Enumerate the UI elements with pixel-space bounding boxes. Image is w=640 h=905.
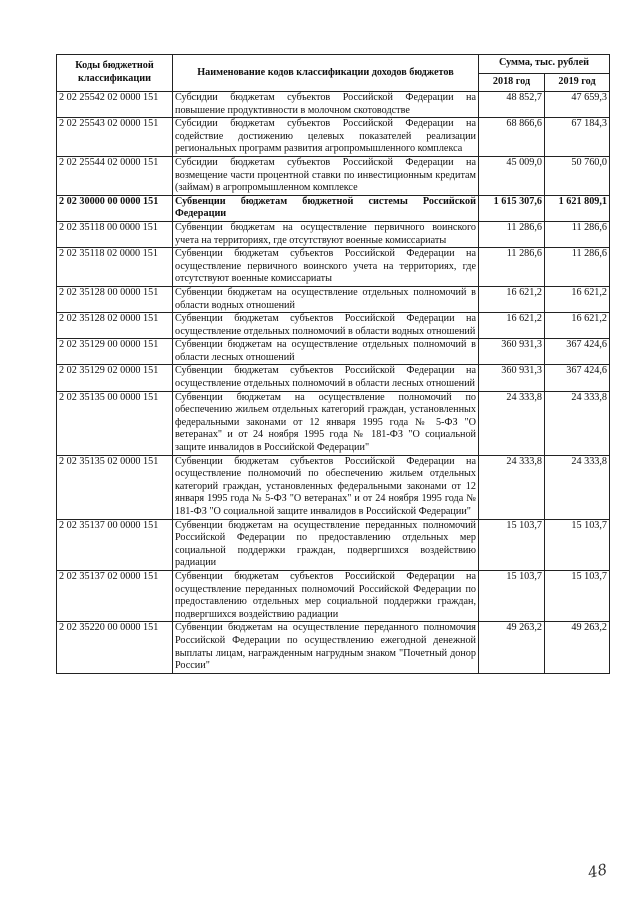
value-2019-cell: 24 333,8 — [545, 391, 610, 455]
table-body — [57, 92, 610, 674]
value-2019-cell: 24 333,8 — [545, 455, 610, 519]
value-2018-cell: 16 621,2 — [479, 286, 545, 312]
name-cell: Субсидии бюджетам субъектов Российской Федерации на содействие достижению целевых показателей реализации региональных программ развития агропромышленного комплекса — [173, 118, 479, 157]
table-row — [57, 221, 610, 247]
table-row — [57, 118, 610, 157]
header-codes: Коды бюджетной классификации — [57, 55, 173, 92]
name-cell: Субвенции бюджетам на осуществление отдельных полномочий в области лесных отношений — [173, 339, 479, 365]
value-2018-cell: 1 615 307,6 — [479, 195, 545, 221]
name-cell: Субвенции бюджетам субъектов Российской Федерации на осуществление переданных полномочий Российской Федерации по предоставлению отдельных мер социальной поддержки граждан, подвергшихся воздействию радиации — [173, 570, 479, 621]
value-2018-cell: 24 333,8 — [479, 391, 545, 455]
value-2018-cell: 11 286,6 — [479, 221, 545, 247]
name-cell: Субвенции бюджетам субъектов Российской Федерации на осуществление отдельных полномочий в области лесных отношений — [173, 365, 479, 391]
value-2019-cell: 367 424,6 — [545, 339, 610, 365]
value-2018-cell: 24 333,8 — [479, 455, 545, 519]
budget-revenue-table — [56, 54, 610, 674]
table-row — [57, 92, 610, 118]
table-row — [57, 365, 610, 391]
code-cell: 2 02 35135 00 0000 151 — [57, 391, 173, 455]
value-2019-cell: 367 424,6 — [545, 365, 610, 391]
name-cell: Субсидии бюджетам субъектов Российской Федерации на повышение продуктивности в молочном скотоводстве — [173, 92, 479, 118]
value-2019-cell: 47 659,3 — [545, 92, 610, 118]
header-sum: Сумма, тыс. рублей — [479, 55, 610, 74]
header-name: Наименование кодов классификации доходов бюджетов — [173, 55, 479, 92]
table-row — [57, 286, 610, 312]
code-cell: 2 02 35118 00 0000 151 — [57, 221, 173, 247]
table-row — [57, 391, 610, 455]
page-number: 48 — [586, 860, 609, 882]
name-cell: Субвенции бюджетам субъектов Российской Федерации на осуществление отдельных полномочий в области водных отношений — [173, 313, 479, 339]
table-row — [57, 156, 610, 195]
name-cell: Субвенции бюджетам на осуществление переданных полномочий Российской Федерации по предоставлению отдельных мер социальной поддержки граждан, подвергшихся воздействию радиации — [173, 519, 479, 570]
code-cell: 2 02 25542 02 0000 151 — [57, 92, 173, 118]
value-2019-cell: 1 621 809,1 — [545, 195, 610, 221]
value-2019-cell: 49 263,2 — [545, 622, 610, 673]
value-2019-cell: 11 286,6 — [545, 248, 610, 287]
code-cell: 2 02 35118 02 0000 151 — [57, 248, 173, 287]
table-row — [57, 313, 610, 339]
code-cell: 2 02 35220 00 0000 151 — [57, 622, 173, 673]
value-2019-cell: 11 286,6 — [545, 221, 610, 247]
value-2018-cell: 49 263,2 — [479, 622, 545, 673]
code-cell: 2 02 35137 02 0000 151 — [57, 570, 173, 621]
value-2019-cell: 67 184,3 — [545, 118, 610, 157]
value-2018-cell: 15 103,7 — [479, 570, 545, 621]
code-cell: 2 02 35128 00 0000 151 — [57, 286, 173, 312]
value-2018-cell: 68 866,6 — [479, 118, 545, 157]
name-cell: Субвенции бюджетам бюджетной системы Российской Федерации — [173, 195, 479, 221]
name-cell: Субвенции бюджетам субъектов Российской Федерации на осуществление полномочий по обеспечению жильем отдельных категорий граждан, установленных федеральными законами от 12 января 1995 года № 5-ФЗ "О ветеранах" и от 24 ноября 1995 года № 181-ФЗ "О социальной защите инвалидов в Российской Федерации" — [173, 455, 479, 519]
table-row — [57, 248, 610, 287]
value-2019-cell: 16 621,2 — [545, 286, 610, 312]
value-2019-cell: 15 103,7 — [545, 570, 610, 621]
code-cell: 2 02 35135 02 0000 151 — [57, 455, 173, 519]
table-row — [57, 570, 610, 621]
name-cell: Субсидии бюджетам субъектов Российской Федерации на возмещение части процентной ставки по инвестиционным кредитам (займам) в агропромышленном комплексе — [173, 156, 479, 195]
value-2018-cell: 16 621,2 — [479, 313, 545, 339]
value-2019-cell: 16 621,2 — [545, 313, 610, 339]
table-row — [57, 195, 610, 221]
name-cell: Субвенции бюджетам на осуществление первичного воинского учета на территориях, где отсутствуют военные комиссариаты — [173, 221, 479, 247]
value-2019-cell: 15 103,7 — [545, 519, 610, 570]
name-cell: Субвенции бюджетам на осуществление переданного полномочия Российской Федерации по осуществлению ежегодной денежной выплаты лицам, награжденным нагрудным знаком "Почетный донор России" — [173, 622, 479, 673]
header-year-2019: 2019 год — [545, 73, 610, 92]
table-row — [57, 455, 610, 519]
table-row — [57, 339, 610, 365]
value-2018-cell: 45 009,0 — [479, 156, 545, 195]
value-2018-cell: 15 103,7 — [479, 519, 545, 570]
code-cell: 2 02 25543 02 0000 151 — [57, 118, 173, 157]
code-cell: 2 02 35137 00 0000 151 — [57, 519, 173, 570]
value-2018-cell: 48 852,7 — [479, 92, 545, 118]
code-cell: 2 02 35129 02 0000 151 — [57, 365, 173, 391]
value-2018-cell: 360 931,3 — [479, 365, 545, 391]
name-cell: Субвенции бюджетам субъектов Российской Федерации на осуществление первичного воинского учета на территориях, где отсутствуют военные комиссариаты — [173, 248, 479, 287]
value-2018-cell: 360 931,3 — [479, 339, 545, 365]
name-cell: Субвенции бюджетам на осуществление отдельных полномочий в области водных отношений — [173, 286, 479, 312]
code-cell: 2 02 35129 00 0000 151 — [57, 339, 173, 365]
name-cell: Субвенции бюджетам на осуществление полномочий по обеспечению жильем отдельных категорий граждан, установленных федеральными законами от 12 января 1995 года № 5-ФЗ "О ветеранах" и от 24 ноября 1995 года № 181-ФЗ "О социальной защите инвалидов в Российской Федерации" — [173, 391, 479, 455]
code-cell: 2 02 30000 00 0000 151 — [57, 195, 173, 221]
header-year-2018: 2018 год — [479, 73, 545, 92]
value-2018-cell: 11 286,6 — [479, 248, 545, 287]
code-cell: 2 02 35128 02 0000 151 — [57, 313, 173, 339]
code-cell: 2 02 25544 02 0000 151 — [57, 156, 173, 195]
table-row — [57, 622, 610, 673]
table-row — [57, 519, 610, 570]
value-2019-cell: 50 760,0 — [545, 156, 610, 195]
